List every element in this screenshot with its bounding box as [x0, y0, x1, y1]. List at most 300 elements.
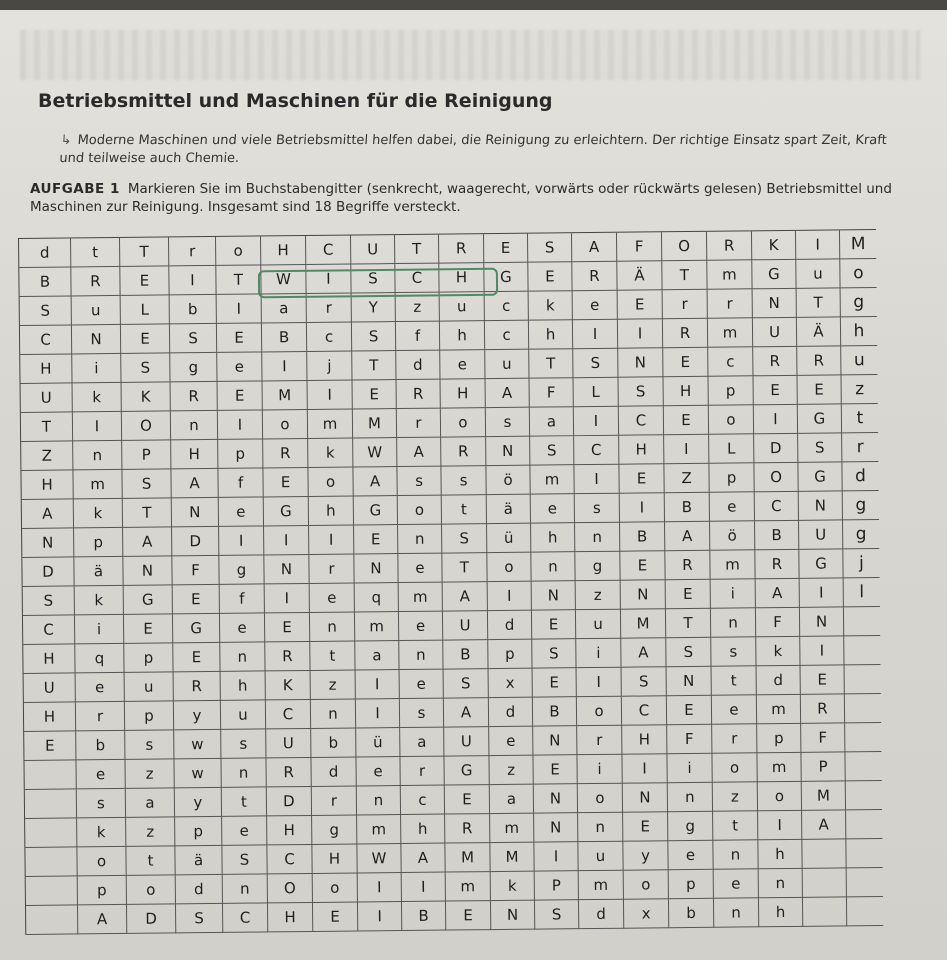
- grid-cell[interactable]: e: [489, 727, 533, 756]
- grid-cell[interactable]: U: [351, 235, 395, 264]
- grid-cell[interactable]: I: [169, 266, 216, 295]
- grid-cell[interactable]: S: [351, 264, 395, 293]
- grid-cell[interactable]: N: [534, 784, 578, 813]
- grid-cell[interactable]: I: [218, 410, 263, 439]
- grid-cell[interactable]: u: [485, 350, 529, 379]
- grid-cell[interactable]: e: [222, 816, 267, 845]
- grid-cell[interactable]: [845, 723, 881, 752]
- grid-cell[interactable]: G: [124, 585, 173, 615]
- grid-cell[interactable]: n: [531, 552, 575, 581]
- grid-cell[interactable]: ä: [487, 495, 531, 524]
- grid-cell[interactable]: I: [219, 526, 264, 555]
- grid-cell[interactable]: a: [262, 294, 307, 323]
- grid-cell[interactable]: e: [399, 612, 443, 641]
- grid-cell[interactable]: A: [171, 469, 218, 498]
- grid-cell[interactable]: C: [619, 406, 664, 435]
- grid-cell[interactable]: I: [573, 320, 618, 349]
- grid-cell[interactable]: e: [217, 352, 262, 381]
- grid-cell[interactable]: k: [756, 637, 800, 666]
- grid-cell[interactable]: G: [484, 263, 528, 292]
- grid-cell[interactable]: d: [176, 875, 223, 904]
- grid-cell[interactable]: [845, 665, 881, 694]
- grid-cell[interactable]: d: [311, 757, 356, 786]
- grid-cell[interactable]: M: [353, 409, 397, 438]
- grid-cell[interactable]: z: [126, 817, 175, 847]
- grid-cell[interactable]: I: [265, 584, 310, 613]
- grid-cell[interactable]: o: [758, 782, 802, 811]
- grid-cell[interactable]: t: [842, 404, 878, 433]
- grid-cell[interactable]: E: [173, 585, 220, 614]
- grid-cell[interactable]: E: [120, 266, 169, 296]
- grid-cell[interactable]: a: [355, 641, 399, 670]
- grid-cell[interactable]: m: [757, 695, 801, 724]
- grid-cell[interactable]: T: [216, 265, 261, 294]
- grid-cell[interactable]: o: [127, 875, 176, 905]
- grid-cell[interactable]: g: [219, 555, 264, 584]
- grid-cell[interactable]: t: [713, 811, 758, 840]
- grid-cell[interactable]: u: [841, 346, 877, 375]
- grid-cell[interactable]: E: [619, 464, 664, 493]
- grid-cell[interactable]: I: [796, 230, 840, 259]
- grid-cell[interactable]: H: [23, 644, 75, 674]
- grid-cell[interactable]: r: [169, 237, 216, 266]
- grid-cell[interactable]: p: [708, 376, 753, 405]
- grid-cell[interactable]: B: [533, 697, 577, 726]
- grid-cell[interactable]: o: [216, 236, 261, 265]
- grid-cell[interactable]: T: [797, 288, 841, 317]
- grid-cell[interactable]: R: [445, 814, 490, 843]
- grid-cell[interactable]: w: [174, 730, 221, 759]
- grid-cell[interactable]: R: [265, 642, 310, 671]
- grid-cell[interactable]: r: [708, 289, 753, 318]
- grid-cell[interactable]: ü: [356, 728, 400, 757]
- grid-cell[interactable]: f: [220, 584, 265, 613]
- grid-cell[interactable]: m: [355, 612, 399, 641]
- grid-cell[interactable]: i: [577, 755, 622, 784]
- grid-cell[interactable]: E: [753, 376, 797, 405]
- grid-cell[interactable]: y: [174, 701, 221, 730]
- grid-cell[interactable]: R: [174, 672, 221, 701]
- grid-cell[interactable]: E: [218, 381, 263, 410]
- grid-cell[interactable]: R: [441, 437, 486, 466]
- grid-cell[interactable]: B: [755, 521, 799, 550]
- grid-cell[interactable]: S: [618, 377, 663, 406]
- grid-cell[interactable]: u: [576, 610, 621, 639]
- grid-cell[interactable]: r: [400, 757, 444, 786]
- grid-cell[interactable]: I: [488, 582, 532, 611]
- grid-cell[interactable]: A: [443, 582, 488, 611]
- grid-cell[interactable]: Ä: [797, 317, 841, 346]
- grid-cell[interactable]: k: [73, 383, 122, 413]
- grid-cell[interactable]: H: [619, 435, 664, 464]
- grid-cell[interactable]: k: [491, 872, 535, 901]
- grid-cell[interactable]: S: [622, 667, 667, 696]
- grid-cell[interactable]: ä: [175, 846, 222, 875]
- grid-cell[interactable]: m: [446, 872, 491, 901]
- grid-cell[interactable]: N: [618, 348, 663, 377]
- grid-cell[interactable]: I: [73, 412, 122, 442]
- grid-cell[interactable]: H: [663, 377, 708, 406]
- grid-cell[interactable]: N: [486, 437, 530, 466]
- grid-cell[interactable]: F: [756, 608, 800, 637]
- grid-cell[interactable]: m: [707, 260, 752, 289]
- grid-cell[interactable]: m: [73, 470, 122, 500]
- grid-cell[interactable]: G: [354, 496, 398, 525]
- grid-cell[interactable]: s: [486, 408, 530, 437]
- grid-cell[interactable]: W: [357, 844, 401, 873]
- grid-cell[interactable]: r: [663, 290, 708, 319]
- grid-cell[interactable]: R: [753, 347, 797, 376]
- grid-cell[interactable]: T: [666, 609, 711, 638]
- grid-cell[interactable]: j: [307, 352, 352, 381]
- grid-cell[interactable]: [847, 897, 883, 926]
- grid-cell[interactable]: s: [575, 494, 620, 523]
- grid-cell[interactable]: E: [24, 731, 76, 761]
- grid-cell[interactable]: E: [354, 525, 398, 554]
- grid-cell[interactable]: R: [439, 234, 484, 263]
- grid-cell[interactable]: p: [175, 817, 222, 846]
- grid-cell[interactable]: I: [574, 465, 619, 494]
- grid-cell[interactable]: N: [753, 289, 797, 318]
- grid-cell[interactable]: e: [220, 613, 265, 642]
- grid-cell[interactable]: F: [667, 725, 712, 754]
- grid-cell[interactable]: [26, 905, 78, 935]
- grid-cell[interactable]: W: [261, 265, 306, 294]
- grid-cell[interactable]: b: [311, 728, 356, 757]
- grid-cell[interactable]: e: [714, 869, 759, 898]
- grid-cell[interactable]: O: [268, 874, 313, 903]
- grid-cell[interactable]: S: [798, 433, 842, 462]
- grid-cell[interactable]: S: [535, 900, 579, 929]
- grid-cell[interactable]: s: [711, 637, 756, 666]
- grid-cell[interactable]: n: [714, 898, 759, 927]
- grid-cell[interactable]: w: [174, 759, 221, 788]
- grid-cell[interactable]: p: [124, 643, 173, 673]
- grid-cell[interactable]: K: [122, 382, 171, 412]
- grid-cell[interactable]: r: [309, 554, 354, 583]
- grid-cell[interactable]: n: [575, 523, 620, 552]
- grid-cell[interactable]: n: [220, 642, 265, 671]
- grid-cell[interactable]: [847, 868, 883, 897]
- grid-cell[interactable]: R: [71, 267, 120, 297]
- grid-cell[interactable]: d: [489, 698, 533, 727]
- grid-cell[interactable]: e: [712, 695, 757, 724]
- grid-cell[interactable]: p: [669, 870, 714, 899]
- grid-cell[interactable]: r: [312, 786, 357, 815]
- grid-cell[interactable]: t: [222, 787, 267, 816]
- grid-cell[interactable]: I: [309, 525, 354, 554]
- grid-cell[interactable]: B: [443, 640, 488, 669]
- grid-cell[interactable]: x: [624, 899, 669, 928]
- grid-cell[interactable]: h: [309, 496, 354, 525]
- grid-cell[interactable]: r: [76, 702, 125, 732]
- grid-cell[interactable]: a: [126, 788, 175, 818]
- grid-cell[interactable]: S: [532, 639, 576, 668]
- grid-cell[interactable]: k: [75, 586, 124, 616]
- grid-cell[interactable]: S: [122, 469, 171, 499]
- grid-cell[interactable]: N: [799, 491, 843, 520]
- grid-cell[interactable]: h: [531, 523, 575, 552]
- grid-cell[interactable]: e: [710, 492, 755, 521]
- grid-cell[interactable]: n: [398, 525, 442, 554]
- grid-cell[interactable]: T: [395, 235, 439, 264]
- grid-cell[interactable]: [846, 781, 882, 810]
- grid-cell[interactable]: K: [266, 671, 311, 700]
- grid-cell[interactable]: i: [711, 579, 756, 608]
- grid-cell[interactable]: z: [713, 782, 758, 811]
- grid-cell[interactable]: o: [77, 847, 126, 877]
- grid-cell[interactable]: S: [170, 324, 217, 353]
- grid-cell[interactable]: S: [573, 349, 618, 378]
- grid-cell[interactable]: e: [356, 757, 400, 786]
- grid-cell[interactable]: S: [121, 353, 170, 383]
- grid-cell[interactable]: D: [127, 904, 176, 934]
- grid-cell[interactable]: C: [223, 903, 268, 932]
- grid-cell[interactable]: M: [621, 609, 666, 638]
- grid-cell[interactable]: E: [801, 665, 845, 694]
- grid-cell[interactable]: E: [623, 812, 668, 841]
- grid-cell[interactable]: D: [267, 787, 312, 816]
- grid-cell[interactable]: o: [398, 496, 442, 525]
- grid-cell[interactable]: i: [75, 615, 124, 645]
- grid-cell[interactable]: H: [441, 379, 486, 408]
- grid-cell[interactable]: I: [402, 873, 446, 902]
- grid-cell[interactable]: h: [440, 321, 485, 350]
- grid-cell[interactable]: I: [308, 381, 353, 410]
- grid-cell[interactable]: m: [308, 410, 353, 439]
- grid-cell[interactable]: U: [753, 318, 797, 347]
- grid-cell[interactable]: p: [709, 463, 754, 492]
- grid-cell[interactable]: Z: [664, 464, 709, 493]
- grid-cell[interactable]: S: [530, 436, 574, 465]
- grid-cell[interactable]: C: [306, 236, 351, 265]
- grid-cell[interactable]: U: [266, 729, 311, 758]
- grid-cell[interactable]: S: [666, 638, 711, 667]
- grid-cell[interactable]: E: [532, 610, 576, 639]
- grid-cell[interactable]: M: [840, 230, 876, 259]
- grid-cell[interactable]: [803, 897, 847, 926]
- grid-cell[interactable]: A: [401, 844, 445, 873]
- grid-cell[interactable]: H: [20, 354, 72, 384]
- grid-cell[interactable]: [25, 847, 77, 877]
- grid-cell[interactable]: F: [172, 556, 219, 585]
- grid-cell[interactable]: H: [312, 844, 357, 873]
- grid-cell[interactable]: [845, 752, 881, 781]
- grid-cell[interactable]: ü: [487, 524, 531, 553]
- grid-cell[interactable]: c: [307, 323, 352, 352]
- grid-cell[interactable]: z: [396, 293, 440, 322]
- grid-cell[interactable]: a: [530, 407, 574, 436]
- grid-cell[interactable]: T: [662, 261, 707, 290]
- grid-cell[interactable]: E: [124, 614, 173, 644]
- grid-cell[interactable]: A: [802, 810, 846, 839]
- grid-cell[interactable]: E: [666, 580, 711, 609]
- grid-cell[interactable]: s: [125, 730, 174, 760]
- grid-cell[interactable]: C: [20, 325, 72, 355]
- grid-cell[interactable]: G: [264, 497, 309, 526]
- grid-cell[interactable]: [844, 636, 880, 665]
- grid-cell[interactable]: A: [486, 379, 530, 408]
- grid-cell[interactable]: I: [356, 699, 400, 728]
- grid-cell[interactable]: m: [579, 871, 624, 900]
- grid-cell[interactable]: n: [311, 699, 356, 728]
- grid-cell[interactable]: b: [76, 731, 125, 761]
- grid-cell[interactable]: p: [78, 876, 127, 906]
- grid-cell[interactable]: s: [221, 729, 266, 758]
- grid-cell[interactable]: P: [801, 752, 845, 781]
- grid-cell[interactable]: g: [575, 552, 620, 581]
- grid-cell[interactable]: S: [442, 524, 487, 553]
- grid-cell[interactable]: f: [396, 322, 440, 351]
- grid-cell[interactable]: d: [842, 462, 878, 491]
- grid-cell[interactable]: g: [843, 491, 879, 520]
- grid-cell[interactable]: o: [578, 784, 623, 813]
- grid-cell[interactable]: c: [485, 321, 529, 350]
- grid-cell[interactable]: s: [397, 467, 441, 496]
- grid-cell[interactable]: E: [663, 348, 708, 377]
- grid-cell[interactable]: U: [799, 520, 843, 549]
- grid-cell[interactable]: N: [623, 783, 668, 812]
- grid-cell[interactable]: A: [621, 638, 666, 667]
- grid-cell[interactable]: H: [261, 236, 306, 265]
- grid-cell[interactable]: t: [310, 641, 355, 670]
- grid-cell[interactable]: [845, 694, 881, 723]
- grid-cell[interactable]: k: [77, 818, 126, 848]
- grid-cell[interactable]: M: [802, 781, 846, 810]
- grid-cell[interactable]: n: [221, 758, 266, 787]
- grid-cell[interactable]: H: [21, 470, 73, 500]
- grid-cell[interactable]: I: [800, 578, 844, 607]
- grid-cell[interactable]: I: [800, 636, 844, 665]
- grid-cell[interactable]: g: [841, 288, 877, 317]
- grid-cell[interactable]: R: [171, 382, 218, 411]
- grid-cell[interactable]: o: [712, 753, 757, 782]
- grid-cell[interactable]: B: [402, 902, 446, 931]
- grid-cell[interactable]: D: [22, 557, 74, 587]
- grid-cell[interactable]: U: [24, 673, 76, 703]
- grid-cell[interactable]: m: [490, 814, 534, 843]
- grid-cell[interactable]: [803, 868, 847, 897]
- grid-cell[interactable]: d: [19, 238, 71, 268]
- grid-cell[interactable]: A: [444, 698, 489, 727]
- grid-cell[interactable]: E: [173, 643, 220, 672]
- grid-cell[interactable]: h: [401, 815, 445, 844]
- grid-cell[interactable]: e: [440, 350, 485, 379]
- grid-cell[interactable]: e: [310, 583, 355, 612]
- grid-cell[interactable]: I: [534, 842, 578, 871]
- grid-cell[interactable]: A: [756, 579, 800, 608]
- grid-cell[interactable]: k: [308, 439, 353, 468]
- grid-cell[interactable]: z: [489, 756, 533, 785]
- grid-cell[interactable]: u: [578, 842, 623, 871]
- grid-cell[interactable]: m: [710, 550, 755, 579]
- grid-cell[interactable]: E: [445, 785, 490, 814]
- grid-cell[interactable]: I: [356, 670, 400, 699]
- grid-cell[interactable]: Y: [352, 293, 396, 322]
- grid-cell[interactable]: i: [72, 354, 121, 384]
- grid-cell[interactable]: S: [352, 322, 396, 351]
- grid-cell[interactable]: T: [529, 349, 573, 378]
- grid-cell[interactable]: t: [71, 238, 120, 268]
- grid-cell[interactable]: P: [535, 871, 579, 900]
- grid-cell[interactable]: I: [618, 319, 663, 348]
- grid-cell[interactable]: N: [491, 901, 535, 930]
- grid-cell[interactable]: A: [397, 438, 441, 467]
- grid-cell[interactable]: o: [487, 553, 531, 582]
- grid-cell[interactable]: o: [709, 405, 754, 434]
- grid-cell[interactable]: z: [311, 670, 356, 699]
- grid-cell[interactable]: n: [759, 869, 803, 898]
- grid-cell[interactable]: C: [23, 615, 75, 645]
- grid-cell[interactable]: N: [264, 555, 309, 584]
- grid-cell[interactable]: n: [399, 641, 443, 670]
- grid-cell[interactable]: e: [76, 760, 125, 790]
- grid-cell[interactable]: g: [312, 815, 357, 844]
- grid-cell[interactable]: H: [171, 440, 218, 469]
- grid-cell[interactable]: t: [126, 846, 175, 876]
- grid-cell[interactable]: n: [578, 813, 623, 842]
- grid-cell[interactable]: z: [841, 375, 877, 404]
- grid-cell[interactable]: z: [125, 759, 174, 789]
- grid-cell[interactable]: E: [313, 902, 358, 931]
- grid-cell[interactable]: n: [73, 441, 122, 471]
- grid-cell[interactable]: C: [267, 845, 312, 874]
- grid-cell[interactable]: C: [395, 264, 439, 293]
- grid-cell[interactable]: S: [444, 669, 489, 698]
- grid-cell[interactable]: r: [712, 724, 757, 753]
- grid-cell[interactable]: g: [170, 353, 217, 382]
- grid-cell[interactable]: H: [268, 903, 313, 932]
- grid-cell[interactable]: f: [218, 468, 263, 497]
- grid-cell[interactable]: G: [752, 260, 796, 289]
- grid-cell[interactable]: ö: [486, 466, 530, 495]
- grid-cell[interactable]: P: [122, 440, 171, 470]
- grid-cell[interactable]: o: [313, 873, 358, 902]
- grid-cell[interactable]: N: [172, 498, 219, 527]
- grid-cell[interactable]: U: [444, 727, 489, 756]
- grid-cell[interactable]: R: [397, 380, 441, 409]
- grid-cell[interactable]: R: [266, 758, 311, 787]
- grid-cell[interactable]: n: [668, 783, 713, 812]
- grid-cell[interactable]: r: [307, 294, 352, 323]
- grid-cell[interactable]: t: [712, 666, 757, 695]
- grid-cell[interactable]: u: [72, 296, 121, 326]
- grid-cell[interactable]: e: [219, 497, 264, 526]
- grid-cell[interactable]: R: [663, 319, 708, 348]
- grid-cell[interactable]: n: [310, 612, 355, 641]
- grid-cell[interactable]: E: [353, 380, 397, 409]
- grid-cell[interactable]: H: [24, 702, 76, 732]
- grid-cell[interactable]: H: [267, 816, 312, 845]
- grid-cell[interactable]: D: [754, 434, 798, 463]
- grid-cell[interactable]: ö: [710, 521, 755, 550]
- grid-cell[interactable]: L: [121, 295, 170, 325]
- grid-cell[interactable]: I: [217, 294, 262, 323]
- grid-cell[interactable]: S: [20, 296, 72, 326]
- grid-cell[interactable]: O: [122, 411, 171, 441]
- grid-cell[interactable]: M: [445, 843, 490, 872]
- grid-cell[interactable]: x: [489, 669, 533, 698]
- grid-cell[interactable]: a: [400, 728, 444, 757]
- grid-cell[interactable]: [846, 839, 882, 868]
- grid-cell[interactable]: h: [759, 898, 803, 927]
- grid-cell[interactable]: i: [667, 754, 712, 783]
- grid-cell[interactable]: S: [222, 845, 267, 874]
- grid-cell[interactable]: I: [358, 873, 402, 902]
- grid-cell[interactable]: A: [78, 905, 127, 935]
- grid-cell[interactable]: g: [843, 520, 879, 549]
- grid-cell[interactable]: o: [263, 410, 308, 439]
